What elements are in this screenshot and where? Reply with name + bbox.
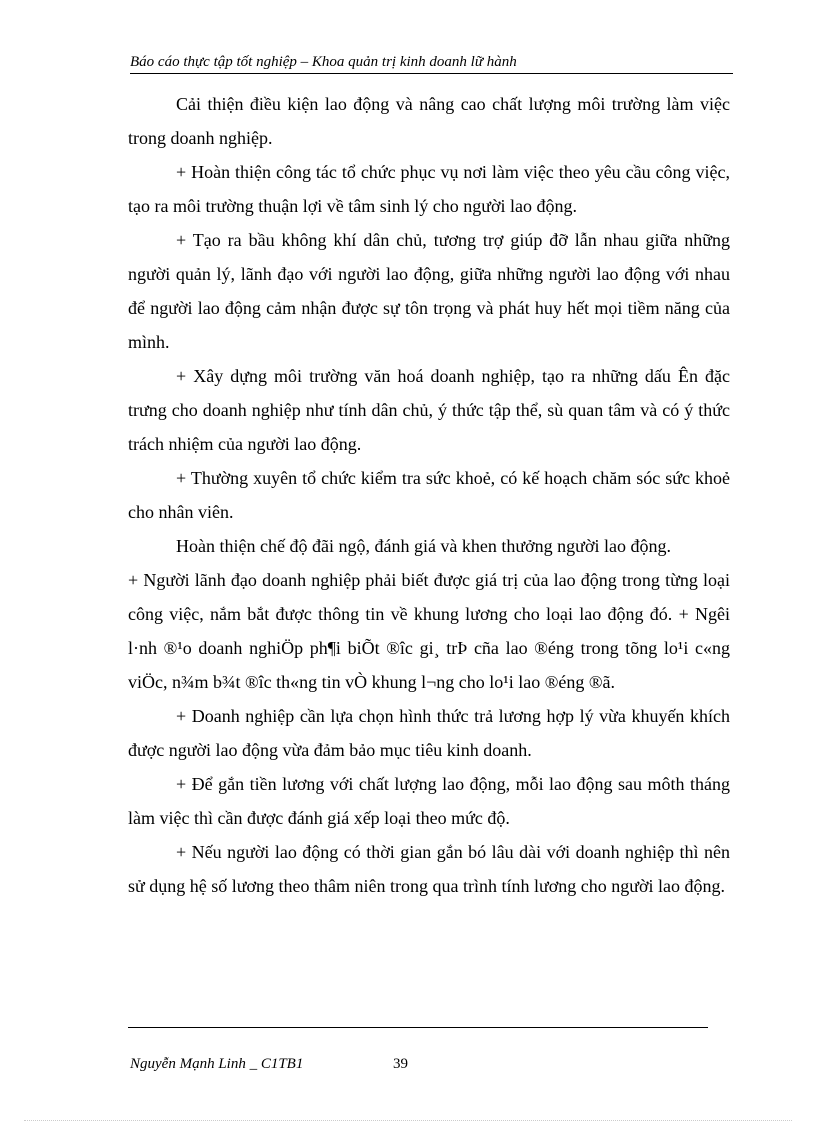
- body-paragraph: + Hoàn thiện công tác tổ chức phục vụ nơi làm việc theo yêu cầu công việc, tạo ra môi trường thuận lợi về tâm sinh lý cho người lao động.: [128, 162, 730, 216]
- footer-divider: [128, 1027, 708, 1028]
- body-paragraph: + Người lãnh đạo doanh nghiệp phải biết được giá trị của lao động trong từng loại công việc, nắm bắt được thông tin về khung lương cho loại lao động đó. + Ngêi l·nh ®¹o doanh nghiÖp ph¶i biÕt ®îc gi¸ trÞ cña lao ®éng trong tõng lo¹i c«ng viÖc, n¾m b¾t ®îc th«ng tin vÒ khung l¬ng cho lo¹i lao ®éng ®ã.: [128, 570, 730, 692]
- page-body: [128, 87, 730, 903]
- running-header-title: Báo cáo thực tập tốt nghiệp – Khoa quản trị kinh doanh lữ hành: [130, 54, 517, 70]
- body-paragraph: + Doanh nghiệp cần lựa chọn hình thức trả lương hợp lý vừa khuyến khích được người lao động vừa đảm bảo mục tiêu kinh doanh.: [128, 706, 730, 760]
- body-paragraph: + Nếu người lao động có thời gian gắn bó lâu dài với doanh nghiệp thì nên sử dụng hệ số lương theo thâm niên trong qua trình tính lương cho người lao động.: [128, 842, 730, 896]
- running-header: [130, 52, 733, 74]
- body-paragraph: + Tạo ra bầu không khí dân chủ, tương trợ giúp đỡ lẫn nhau giữa những người quản lý, lãnh đạo với người lao động, giữa những người lao động với nhau để người lao động cảm nhận được sự tôn trọng và phát huy hết mọi tiềm năng của mình.: [128, 230, 730, 352]
- body-paragraph: + Thường xuyên tổ chức kiểm tra sức khoẻ, có kế hoạch chăm sóc sức khoẻ cho nhân viên.: [128, 468, 730, 522]
- footer-author: Nguyễn Mạnh Linh _ C1TB1: [130, 1056, 304, 1072]
- body-paragraph: + Để gắn tiền lương với chất lượng lao động, mỗi lao động sau môth tháng làm việc thì cần được đánh giá xếp loại theo mức độ.: [128, 774, 730, 828]
- body-paragraph: + Xây dựng môi trường văn hoá doanh nghiệp, tạo ra những dấu Ên đặc trưng cho doanh nghiệp như tính dân chủ, ý thức tập thể, sù quan tâm và có ý thức trách nhiệm của người lao động.: [128, 366, 730, 454]
- page-number: 39: [393, 1056, 408, 1072]
- body-paragraph: Cải thiện điều kiện lao động và nâng cao chất lượng môi trường làm việc trong doanh nghiệp.: [128, 94, 730, 148]
- page-edge-divider: [24, 1120, 792, 1121]
- body-paragraph: Hoàn thiện chế độ đãi ngộ, đánh giá và khen thưởng người lao động.: [176, 536, 671, 556]
